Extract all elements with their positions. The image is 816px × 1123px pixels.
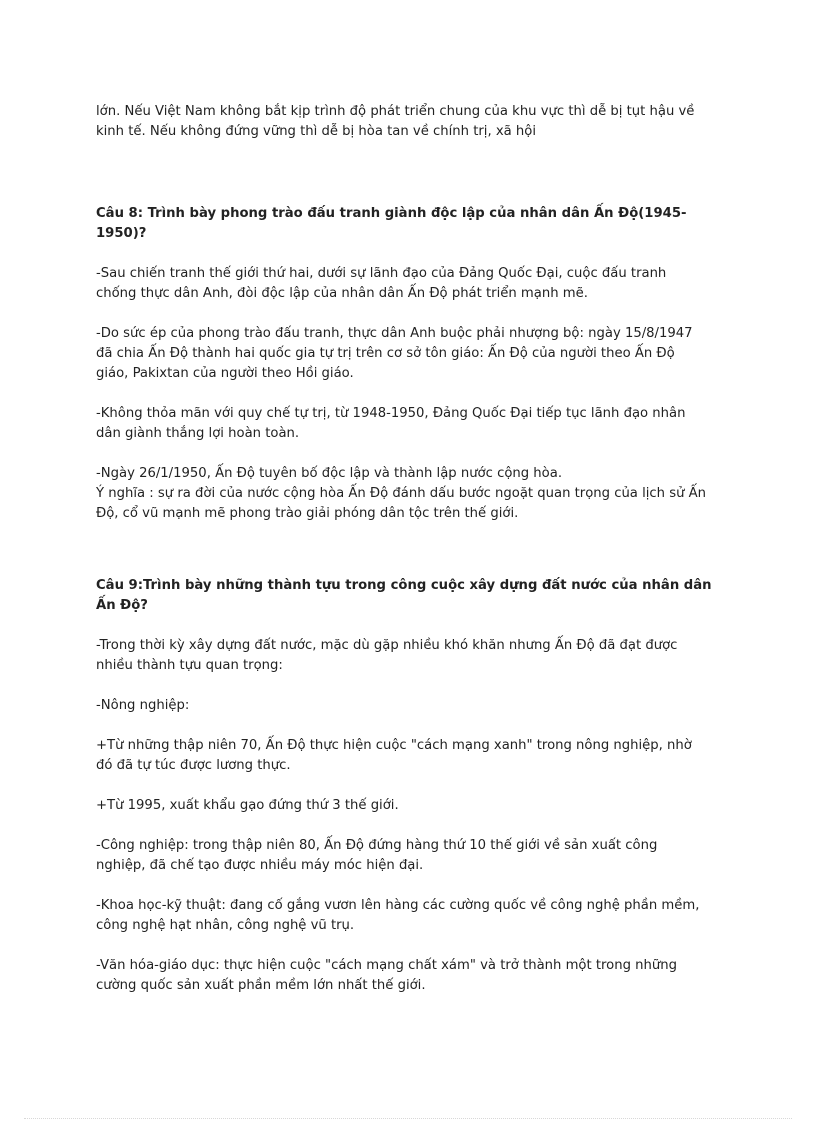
paragraph-line: cường quốc sản xuất phần mềm lớn nhất thế giới. — [96, 978, 426, 993]
section-9-paragraph-7 — [96, 956, 724, 996]
paragraph-line: chống thực dân Anh, đòi độc lập của nhân dân Ấn Độ phát triển mạnh mẽ. — [96, 286, 588, 301]
section-8-paragraph-4 — [96, 464, 724, 524]
section-8-paragraph-1 — [96, 264, 724, 304]
paragraph-line: -Ngày 26/1/1950, Ấn Độ tuyên bố độc lập và thành lập nước cộng hòa. — [96, 466, 563, 481]
paragraph-line: +Từ những thập niên 70, Ấn Độ thực hiện cuộc "cách mạng xanh" trong nông nghiệp, nhờ — [96, 738, 692, 753]
paragraph-line: -Sau chiến tranh thế giới thứ hai, dưới sự lãnh đạo của Đảng Quốc Đại, cuộc đấu tranh — [96, 266, 667, 281]
heading-line: 1950)? — [96, 226, 147, 241]
paragraph-line: công nghệ hạt nhân, công nghệ vũ trụ. — [96, 918, 355, 933]
paragraph-line: đó đã tự túc được lương thực. — [96, 758, 291, 773]
section-9-paragraph-5 — [96, 836, 724, 876]
paragraph-line: dân giành thắng lợi hoàn toàn. — [96, 426, 300, 441]
paragraph-line: +Từ 1995, xuất khẩu gạo đứng thứ 3 thế giới. — [96, 798, 399, 813]
section-9-paragraph-4 — [96, 796, 724, 816]
section-9-heading — [96, 576, 724, 616]
section-8-paragraph-2 — [96, 324, 724, 384]
paragraph-line: Độ, cổ vũ mạnh mẽ phong trào giải phóng dân tộc trên thế giới. — [96, 506, 519, 521]
paragraph-line: -Khoa học-kỹ thuật: đang cố gắng vươn lên hàng các cường quốc về công nghệ phần mềm, — [96, 898, 700, 913]
intro-line: kinh tế. Nếu không đứng vững thì dễ bị hòa tan về chính trị, xã hội — [96, 124, 537, 139]
heading-line: Câu 9:Trình bày những thành tựu trong công cuộc xây dựng đất nước của nhân dân — [96, 578, 712, 593]
paragraph-line: -Trong thời kỳ xây dựng đất nước, mặc dù gặp nhiều khó khăn nhưng Ấn Độ đã đạt được — [96, 638, 678, 653]
section-9 — [96, 576, 724, 996]
section-8 — [96, 204, 724, 524]
heading-line: Ấn Độ? — [96, 598, 148, 613]
paragraph-line: -Nông nghiệp: — [96, 698, 190, 713]
section-8-paragraph-3 — [96, 404, 724, 444]
paragraph-line: giáo, Pakixtan của người theo Hồi giáo. — [96, 366, 354, 381]
page-bottom-divider — [24, 1118, 792, 1119]
paragraph-line: -Văn hóa-giáo dục: thực hiện cuộc "cách mạng chất xám" và trở thành một trong những — [96, 958, 677, 973]
section-8-heading — [96, 204, 724, 244]
paragraph-line: -Do sức ép của phong trào đấu tranh, thực dân Anh buộc phải nhượng bộ: ngày 15/8/1947 — [96, 326, 693, 341]
heading-line: Câu 8: Trình bày phong trào đấu tranh giành độc lập của nhân dân Ấn Độ(1945- — [96, 206, 687, 221]
paragraph-line: -Công nghiệp: trong thập niên 80, Ấn Độ đứng hàng thứ 10 thế giới về sản xuất công — [96, 838, 658, 853]
section-9-paragraph-3 — [96, 736, 724, 776]
paragraph-line: nhiều thành tựu quan trọng: — [96, 658, 283, 673]
intro-paragraph — [96, 102, 724, 142]
document-page — [96, 102, 724, 996]
paragraph-line: -Không thỏa mãn với quy chế tự trị, từ 1948-1950, Đảng Quốc Đại tiếp tục lãnh đạo nhân — [96, 406, 686, 421]
section-9-paragraph-6 — [96, 896, 724, 936]
intro-line: lớn. Nếu Việt Nam không bắt kịp trình độ phát triển chung của khu vực thì dễ bị tụt hậu về — [96, 104, 695, 119]
paragraph-line: đã chia Ấn Độ thành hai quốc gia tự trị trên cơ sở tôn giáo: Ấn Độ của người theo Ấn Độ — [96, 346, 675, 361]
paragraph-line: nghiệp, đã chế tạo được nhiều máy móc hiện đại. — [96, 858, 424, 873]
section-9-paragraph-2 — [96, 696, 724, 716]
section-9-paragraph-1 — [96, 636, 724, 676]
paragraph-line: Ý nghĩa : sự ra đời của nước cộng hòa Ấn Độ đánh dấu bước ngoặt quan trọng của lịch sử Ấn — [96, 486, 707, 501]
